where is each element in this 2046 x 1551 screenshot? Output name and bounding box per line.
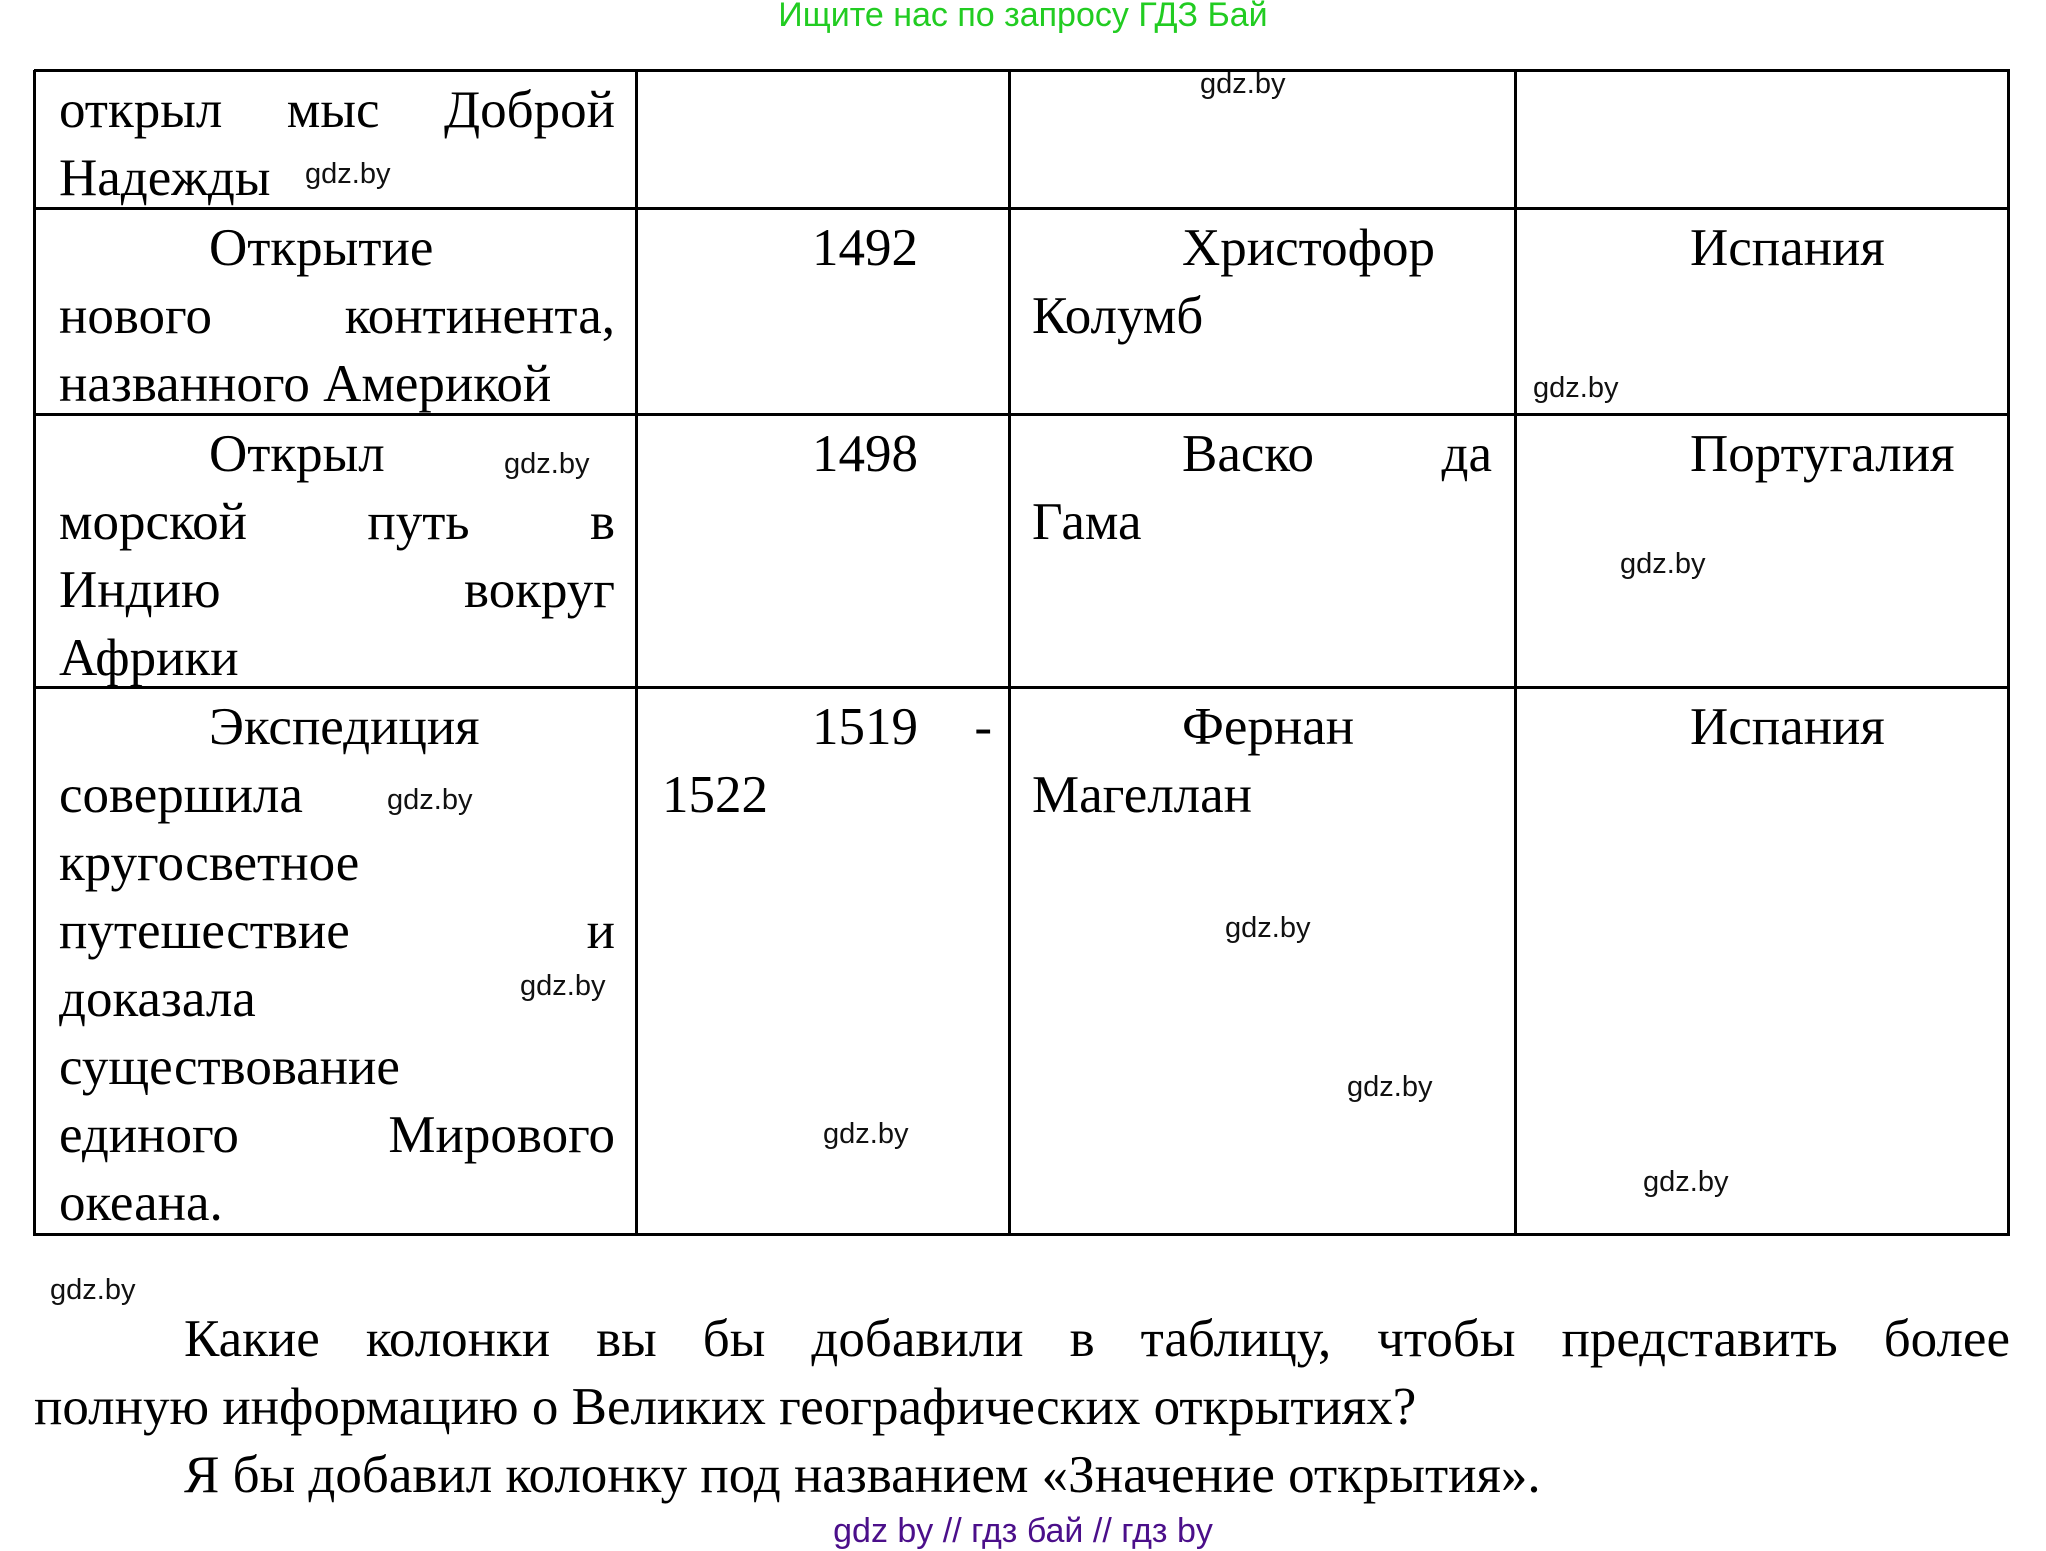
event-cell-line: нового континента, xyxy=(59,287,615,345)
watermark: gdz.by xyxy=(50,1274,136,1306)
table-border-top xyxy=(34,69,2010,72)
watermark: gdz.by xyxy=(823,1118,909,1150)
table-border-left xyxy=(33,70,36,1236)
event-cell-line: Африки xyxy=(59,629,239,687)
event-cell-line: Открытие xyxy=(209,219,434,277)
year-cell: 1492 xyxy=(812,219,918,277)
event-cell-line: Надежды xyxy=(59,149,271,207)
table-row xyxy=(59,214,615,418)
event-cell-line: названного Америкой xyxy=(59,355,552,413)
table-row xyxy=(59,693,615,1237)
event-cell-line: совершила xyxy=(59,766,303,824)
event-cell-line: Экспедиция xyxy=(209,698,480,756)
column-divider xyxy=(1514,70,1517,1236)
person-cell: Васко да Гама xyxy=(1032,425,1492,551)
watermark: gdz.by xyxy=(1225,912,1311,944)
table-row xyxy=(59,76,615,212)
column-divider xyxy=(1008,70,1011,1236)
year-cell: 1498 xyxy=(812,425,918,483)
watermark: gdz.by xyxy=(305,158,391,190)
answer-text: Я бы добавил колонку под названием «Значение открытия». xyxy=(184,1446,1541,1504)
person-cell: Христофор Колумб xyxy=(1032,219,1435,345)
table-border-right xyxy=(2007,70,2010,1236)
event-cell-line: доказала xyxy=(59,970,256,1028)
watermark: gdz.by xyxy=(1643,1166,1729,1198)
column-divider xyxy=(635,70,638,1236)
event-cell-line: Индию вокруг xyxy=(59,561,615,619)
watermark: gdz.by xyxy=(387,784,473,816)
footer-watermark: gdz by // гдз бай // гдз by xyxy=(833,1512,1213,1550)
country-cell: Португалия xyxy=(1690,425,1955,483)
watermark: gdz.by xyxy=(1347,1071,1433,1103)
person-cell: Фернан Магеллан xyxy=(1032,698,1355,824)
event-cell-line: путешествие и xyxy=(59,902,615,960)
country-cell: Испания xyxy=(1690,219,1885,277)
watermark: gdz.by xyxy=(520,970,606,1002)
promo-header: Ищите нас по запросу ГДЗ Бай xyxy=(778,0,1268,34)
question-line: полную информацию о Великих географических открытиях? xyxy=(34,1378,1417,1436)
country-cell: Испания xyxy=(1690,698,1885,756)
event-cell-line: морской путь в xyxy=(59,493,615,551)
event-cell-line: Открыл xyxy=(209,425,385,483)
watermark: gdz.by xyxy=(504,448,590,480)
event-cell-line: кругосветное xyxy=(59,834,360,892)
question-line: Какие колонки вы бы добавили в таблицу, чтобы представить более xyxy=(184,1310,2010,1368)
year-cell: 1519 - 1522 xyxy=(662,698,992,824)
event-cell-line: существование xyxy=(59,1038,400,1096)
event-cell-line: единого Мирового xyxy=(59,1106,615,1164)
event-cell-line: открыл мыс Доброй xyxy=(59,81,615,139)
watermark: gdz.by xyxy=(1200,68,1286,100)
watermark: gdz.by xyxy=(1533,372,1619,404)
event-cell-line: океана. xyxy=(59,1174,223,1232)
question-text xyxy=(34,1305,2010,1441)
watermark: gdz.by xyxy=(1620,548,1706,580)
